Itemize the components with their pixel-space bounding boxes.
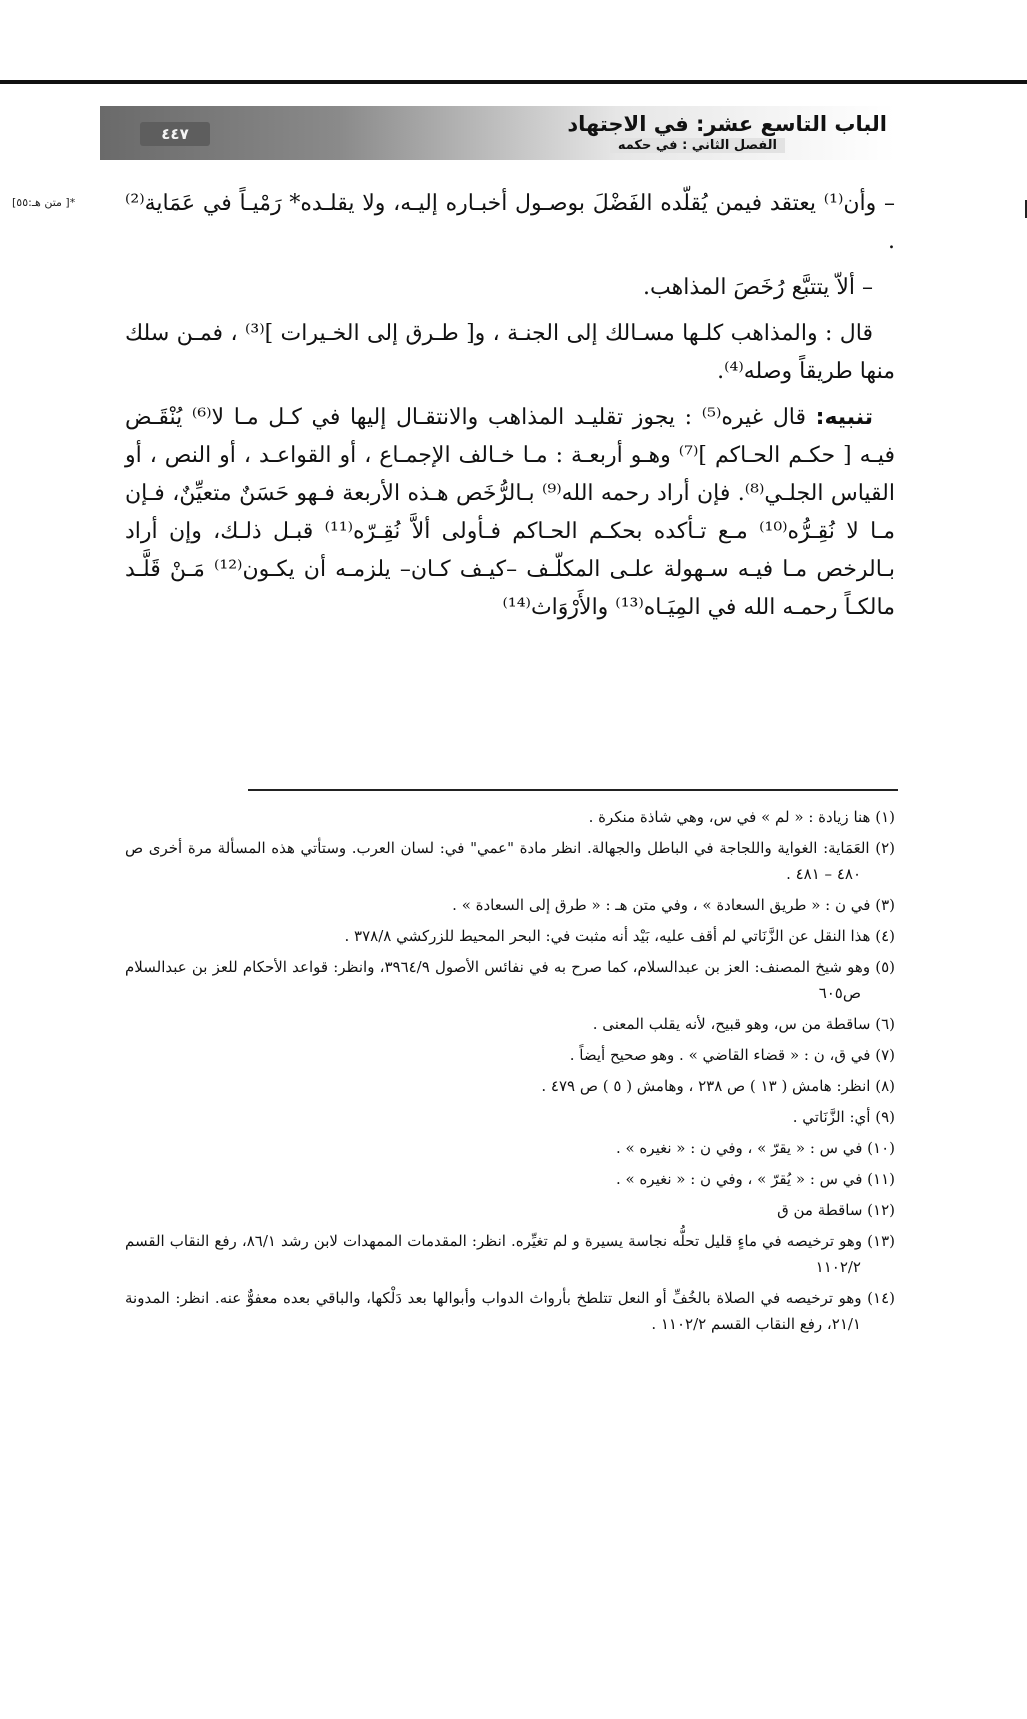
footnote-4: (٤) هذا النقل عن الزَّنَاتي لم أقف عليه، بَيْد أنه مثبت في: البحر المحيط للزركشي ٣٧٨/٨ . (344, 927, 895, 945)
footnote-3: (٣) في ن : « طريق السعادة » ، وفي متن هـ : « طرق إلى السعادة » . (452, 896, 895, 914)
tanbih-label: تنبيه: (815, 405, 874, 430)
footnote-1: (١) هنا زيادة : « لم » في س، وهي شاذة منكرة . (588, 808, 895, 826)
footnote-13: (١٣) وهو ترخيصه في ماءٍ قليل تحلُّه نجاسة يسيرة و لم تغيِّره. انظر: المقدمات الممهدات لابن رشد ٨٦/١، رفع النقاب القسم ١١٠٢/٢ (125, 1232, 895, 1276)
footnotes (125, 804, 895, 1342)
paragraph-1: – وأن⁽¹⁾ يعتقد فيمن يُقلّده الفَضْلَ بوصـول أخبـاره إليـه، ولا يقلـده* رَمْيـاً في عَمَاية⁽²⁾ . (125, 191, 895, 254)
chapter-title: الباب التاسع عشر: في الاجتهاد (567, 112, 887, 136)
footnote-2: (٢) العَمَاية: الغواية واللجاجة في الباطل والجهالة. انظر مادة "عمي" في: لسان العرب. وستأتي هذه المسألة مرة أخرى ص ٤٨٠ – ٤٨١ . (125, 839, 895, 883)
footnote-8: (٨) انظر: هامش ( ١٣ ) ص ٢٣٨ ، وهامش ( ٥ ) ص ٤٧٩ . (541, 1077, 895, 1095)
main-text (125, 185, 895, 627)
footnote-10: (١٠) في س : « يقرّ » ، وفي ن : « نغيره » . (615, 1139, 895, 1157)
paragraph-3: قال : والمذاهب كلـها مسـالك إلى الجنـة ، و[ طـرق إلى الخـيرات ]⁽³⁾ ، فمـن سلك منها طريقاً وصله⁽⁴⁾. (125, 321, 895, 384)
footnote-14: (١٤) وهو ترخيصه في الصلاة بالخُفِّ أو النعل تتلطخ بأرواث الدواب وأبوالها بعد دَلْكها، والباقي بعده معفوٌّ عنه. انظر: المدونة ٢١/١، رفع النقاب القسم ١١٠٢/٢ . (125, 1289, 895, 1333)
footnote-7: (٧) في ق، ن : « قضاء القاضي » . وهو صحيح أيضاً . (569, 1046, 895, 1064)
section-title: الفصل الثاني : في حكمه (610, 138, 785, 153)
margin-note: *[ متن هـ:٥٥] (12, 196, 76, 209)
paragraph-4 (125, 399, 895, 627)
footnote-5: (٥) وهو شيخ المصنف: العز بن عبدالسلام، كما صرح به في نفائس الأصول ٣٩٦٤/٩، وانظر: قواعد الأحكام للعز بن عبدالسلام ص٦٠٥ (125, 958, 896, 1002)
footnote-6: (٦) ساقطة من س، وهو قبيح، لأنه يقلب المعنى . (592, 1015, 895, 1033)
top-rule (0, 80, 1027, 84)
paragraph-2: – ألاّ يتتبَّع رُخَصَ المذاهب. (643, 275, 873, 300)
page-number: ٤٤٧ (140, 122, 210, 146)
footnote-9: (٩) أي: الزَّنَاتي . (792, 1108, 895, 1126)
footnote-11: (١١) في س : « يُقرّ » ، وفي ن : « نغيره » . (615, 1170, 895, 1188)
running-header (100, 106, 895, 160)
footnote-separator (248, 789, 898, 791)
footnote-12: (١٢) ساقطة من ق (777, 1201, 895, 1219)
paragraph-4-text: قال غيره⁽⁵⁾ : يجوز تقليـد المذاهب والانتقـال إليها في كـل مـا لا⁽⁶⁾ يُنْقَـض فيـه [ حكـم الحـاكم ]⁽⁷⁾ وهـو أربعـة : مـا خـالف الإجمـاع ، أو القواعـد ، أو النص ، أو القياس الجلـي⁽⁸⁾. فإن أراد رحمه الله⁽⁹⁾ بـالرُّخَص هـذه الأربعة فـهو حَسَنٌ متعيِّنٌ، فـإن مـا لا نُقِـرُّه⁽¹⁰⁾ مـع تـأكده بحكـم الحـاكم فـأولى ألاَّ نُقِـرّه⁽¹¹⁾ قبـل ذلـك، وإن أراد بـالرخص مـا فيـه سـهولة علـى المكلّـف –كيـف كـان– يلزمـه أن يكـون⁽¹²⁾ مَـنْ قَلَّـد مالكـاً رحمـه الله في المِيَـاه⁽¹³⁾ والأَرْوَاث⁽¹⁴⁾ (125, 405, 896, 620)
